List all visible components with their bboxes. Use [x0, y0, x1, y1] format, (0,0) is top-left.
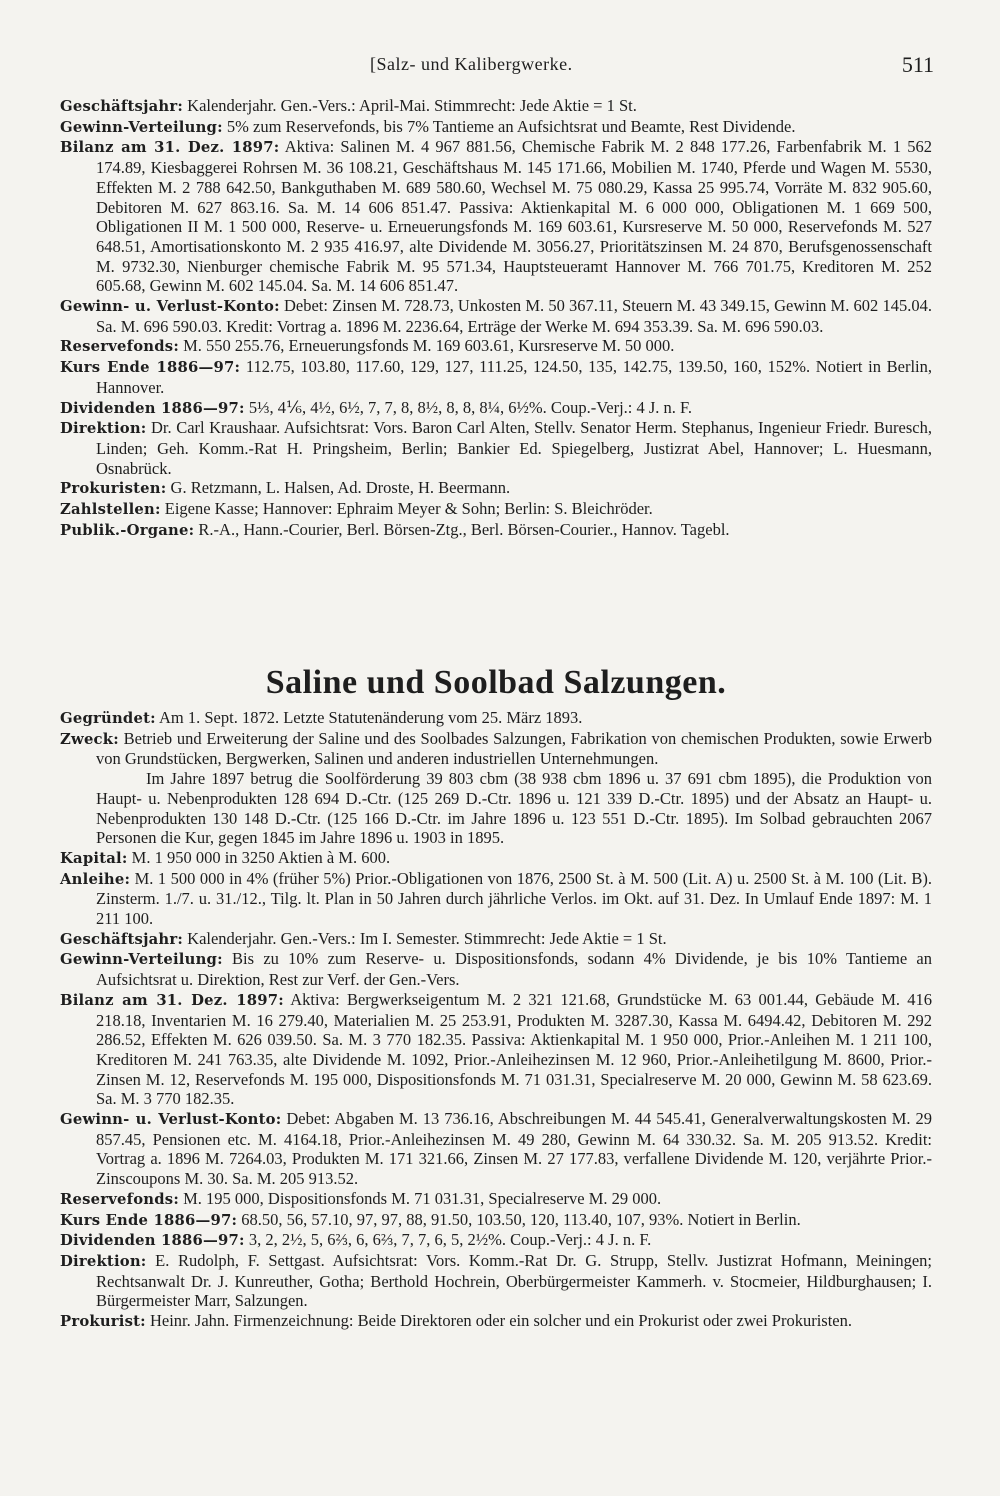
entry-label: Gewinn-Verteilung:	[60, 118, 223, 136]
entry-zahlstellen	[60, 499, 932, 520]
entry-text: 3, 2, 2½, 5, 6⅔, 6, 6⅔, 7, 7, 6, 5, 2½%. Coup.-Verj.: 4 J. n. F.	[244, 1230, 652, 1250]
entry-label: Bilanz am 31. Dez. 1897:	[60, 139, 280, 157]
entry-reservefonds	[60, 1189, 932, 1210]
entry-label: Bilanz am 31. Dez. 1897:	[60, 991, 284, 1009]
entry-bilanz	[60, 137, 932, 296]
entry-production-note	[60, 769, 932, 848]
entry-prokuristen	[60, 478, 932, 499]
entry-text: Bis zu 10% zum Reserve- u. Dispositionsfonds, sodann 4% Dividende, je bis 10% Tantieme an Aufsichtsrat u. Direktion, Rest zur Verf. der Gen.-Vers.	[96, 949, 932, 990]
running-header	[370, 50, 940, 80]
entry-text: 68.50, 56, 57.10, 97, 97, 88, 91.50, 103.50, 120, 113.40, 107, 93%. Notiert in Berlin.	[237, 1209, 801, 1229]
entry-text: Kalenderjahr. Gen.-Vers.: April-Mai. Stimmrecht: Jede Aktie = 1 St.	[183, 96, 637, 115]
entry-text: 5% zum Reservefonds, bis 7% Tantieme an Aufsichtsrat und Beamte, Rest Dividende.	[222, 116, 796, 136]
entry-label: Dividenden 1886—97:	[60, 1232, 245, 1250]
entry-label: Direktion:	[60, 420, 147, 438]
entry-text: M. 1 500 000 in 4% (früher 5%) Prior.-Obligationen von 1876, 2500 St. à M. 500 (Lit. A) u. 2500 St. à M. 100 (Lit. B). Zinsterm. 1./7. u. 31./12., Tilg. lt. Plan in 50 Jahren durch jährliche Verlos. im Okt. auf 31. Dez. In Umlauf Ende 1897: M. 1 211 100.	[96, 868, 932, 929]
entry-text: Betrieb und Erweiterung der Saline und des Soolbades Salzungen, Fabrikation von chemischen Produkten, sowie Erwerb von Grundstücken, Bergwerken, Salinen und anderen industriellen Unternehmungen.	[96, 728, 932, 769]
entry-publik-organe	[60, 520, 932, 541]
entry-gegruendet	[60, 708, 932, 729]
entry-text: G. Retzmann, L. Halsen, Ad. Droste, H. Beermann.	[166, 478, 511, 498]
entry-kapital	[60, 848, 932, 869]
entry-label: Publik.-Organe:	[60, 521, 195, 539]
company-entries	[60, 708, 932, 1332]
page-number: 511	[901, 52, 934, 77]
entry-kurs	[60, 1210, 932, 1231]
entry-label: Gewinn- u. Verlust-Konto:	[60, 1111, 282, 1129]
company-title: Saline und Soolbad Salzungen.	[265, 664, 727, 701]
entry-text: 112.75, 103.80, 117.60, 129, 127, 111.25, 124.50, 135, 142.75, 139.50, 160, 152%. Notiert in Berlin, Hannover.	[96, 357, 933, 397]
entry-label: Kurs Ende 1886—97:	[60, 359, 241, 377]
entry-label: Geschäftsjahr:	[60, 930, 184, 948]
section-heading: [Salz- und Kalibergwerke.	[370, 54, 573, 74]
entry-prokurist	[60, 1311, 932, 1332]
entry-gewinn-verteilung	[60, 117, 932, 138]
entry-label: Prokurist:	[60, 1313, 146, 1331]
entry-text: M. 1 950 000 in 3250 Aktien à M. 600.	[127, 847, 391, 867]
entry-kurs	[60, 357, 932, 397]
entry-text: Kalenderjahr. Gen.-Vers.: Im I. Semester. Stimmrecht: Jede Aktie = 1 St.	[183, 928, 667, 948]
entry-text: M. 195 000, Dispositionsfonds M. 71 031.31, Specialreserve M. 29 000.	[179, 1188, 662, 1208]
entry-direktion	[60, 1251, 932, 1311]
entry-geschaeftsjahr	[60, 929, 932, 950]
entry-text: Dr. Carl Kraushaar. Aufsichtsrat: Vors. Baron Carl Alten, Stellv. Senator Herm. Stephanus, Ingenieur Friedr. Buresch, Linden; Geh. Komm.-Rat H. Pringsheim, Berlin; Bankier Ed. Spiegelberg, Justizrat Abel, Hannover; L. Huesmann, Osnabrück.	[96, 418, 932, 478]
entry-label: Kapital:	[60, 849, 128, 867]
entry-anleihe	[60, 869, 932, 929]
entry-text: Eigene Kasse; Hannover: Ephraim Meyer & Sohn; Berlin: S. Bleichröder.	[160, 499, 653, 519]
entry-label: Prokuristen:	[60, 480, 167, 498]
entry-label: Reservefonds:	[60, 338, 179, 356]
entry-text: 5⅓, 4⅙, 4½, 6½, 7, 7, 8, 8½, 8, 8, 8¼, 6½%. Coup.-Verj.: 4 J. n. F.	[244, 397, 693, 417]
entry-direktion	[60, 418, 932, 478]
entry-label: Zahlstellen:	[60, 501, 161, 519]
entry-text: M. 550 255.76, Erneuerungsfonds M. 169 603.61, Kursreserve M. 50 000.	[179, 336, 675, 356]
entry-geschaeftsjahr	[60, 96, 932, 117]
entry-zweck	[60, 729, 932, 769]
entry-text: Am 1. Sept. 1872. Letzte Statutenänderung vom 25. März 1893.	[155, 708, 583, 727]
entry-bilanz	[60, 990, 932, 1109]
entry-text: Debet: Abgaben M. 13 736.16, Abschreibungen M. 44 545.41, Generalverwaltungskosten M. 29 857.45, Pensionen etc. M. 4164.18, Prior.-Anleihezinsen M. 49 280, Gewinn M. 64 330.32. Sa. M. 205 913.52. Kredit: Vortrag a. 1896 M. 7264.03, Produkten M. 171 321.66, Zinsen M. 27 177.83, verfallene Dividende M. 120, verjährte Prior.-Zinscoupons M. 30. Sa. M. 205 913.52.	[96, 1109, 932, 1189]
entry-dividenden	[60, 398, 932, 419]
entry-label: Kurs Ende 1886—97:	[60, 1211, 238, 1229]
entry-label: Dividenden 1886—97:	[60, 399, 245, 417]
entry-gewinn-verteilung	[60, 949, 932, 989]
entry-label: Geschäftsjahr:	[60, 98, 184, 115]
previous-company-entries	[60, 96, 932, 540]
entry-label: Gewinn-Verteilung:	[60, 951, 223, 969]
entry-label: Zweck:	[60, 730, 119, 748]
entry-label: Direktion:	[60, 1252, 147, 1270]
entry-label: Gegründet:	[60, 710, 156, 727]
entry-text: R.-A., Hann.-Courier, Berl. Börsen-Ztg., Berl. Börsen-Courier., Hannov. Tagebl.	[194, 519, 730, 539]
entry-label: Reservefonds:	[60, 1190, 179, 1208]
entry-text: Im Jahre 1897 betrug die Soolförderung 39 803 cbm (38 938 cbm 1896 u. 37 691 cbm 1895), die Produktion von Haupt- u. Nebenprodukten 128 694 D.-Ctr. (125 269 D.-Ctr. 1896 u. 121 339 D.-Ctr. 1895) und der Absatz an Haupt- u. Nebenprodukten 130 148 D.-Ctr. (125 166 D.-Ctr. im Jahre 1896 u. 123 551 D.-Ctr. 1895). Im Solbad gebrauchten 2067 Personen die Kur, gegen 1845 im Jahre 1896 u. 1903 in 1895.	[96, 769, 932, 848]
entry-gewinn-verlust-konto	[60, 1109, 932, 1189]
entry-reservefonds	[60, 336, 932, 357]
entry-label: Gewinn- u. Verlust-Konto:	[60, 298, 280, 316]
entry-dividenden	[60, 1230, 932, 1251]
entry-text: Aktiva: Salinen M. 4 967 881.56, Chemische Fabrik M. 2 848 177.26, Farbenfabrik M. 1 562 174.89, Kiesbaggerei Rohrsen M. 36 108.21, Geschäftshaus M. 145 171.66, Mobilien M. 1740, Pferde und Wagen M. 5530, Effekten M. 2 788 642.50, Bankguthaben M. 689 580.60, Wechsel M. 75 080.29, Kassa 25 995.74, Vorräte M. 832 905.60, Debitoren M. 627 863.16. Sa. M. 14 606 851.47. Passiva: Aktienkapital M. 6 000 000, Obligationen M. 1 669 500, Obligationen II M. 1 500 000, Reserve- u. Erneuerungsfonds M. 169 603.61, Kursreserve M. 50 000, Reservefonds M. 527 648.51, Amortisationskonto M. 2 935 416.97, alte Dividende M. 3056.27, Prioritätszinsen M. 24 870, Berufsgenossenschaft M. 9732.30, Nienburger chemische Fabrik M. 95 571.34, Hauptsteueramt Hannover M. 766 701.75, Kreditoren M. 252 605.68, Gewinn M. 602 145.04. Sa. M. 14 606 851.47.	[96, 137, 932, 296]
entry-text: Debet: Zinsen M. 728.73, Unkosten M. 50 367.11, Steuern M. 43 349.15, Gewinn M. 602 145.04. Sa. M. 696 590.03. Kredit: Vortrag a. 1896 M. 2236.64, Erträge der Werke M. 694 353.39. Sa. M. 696 590.03.	[96, 296, 932, 336]
entry-text: Heinr. Jahn. Firmenzeichnung: Beide Direktoren oder ein solcher und ein Prokurist oder zwei Prokuristen.	[145, 1311, 852, 1331]
entry-text: Aktiva: Bergwerkseigentum M. 2 321 121.68, Grundstücke M. 63 001.44, Gebäude M. 416 218.18, Inventarien M. 16 279.40, Materialien M. 25 253.91, Produkten M. 3287.30, Kassa M. 6494.42, Debitoren M. 292 286.52, Effekten M. 626 039.50. Sa. M. 3 770 182.35. Passiva: Aktienkapital M. 1 950 000, Prior.-Anleihen M. 1 211 100, Kreditoren M. 241 763.35, alte Dividende M. 1092, Prior.-Anleihezinsen M. 12 960, Prior.-Anleihetilgung M. 8600, Prior.-Zinsen M. 12, Reservefonds M. 195 000, Dispositionsfonds M. 71 031.31, Specialreserve M. 20 000, Gewinn M. 58 623.69. Sa. M. 3 770 182.35.	[96, 989, 932, 1109]
entry-gewinn-verlust-konto	[60, 296, 932, 336]
entry-text: E. Rudolph, F. Settgast. Aufsichtsrat: Vors. Komm.-Rat Dr. G. Strupp, Stellv. Justizrat Hofmann, Meiningen; Rechtsanwalt Dr. J. Kunreuther, Gotha; Berthold Hochrein, Oberbürgermeister Kammerh. v. Stocmeier, Hildburghausen; I. Bürgermeister Marr, Salzungen.	[96, 1250, 932, 1311]
entry-label: Anleihe:	[60, 870, 131, 888]
